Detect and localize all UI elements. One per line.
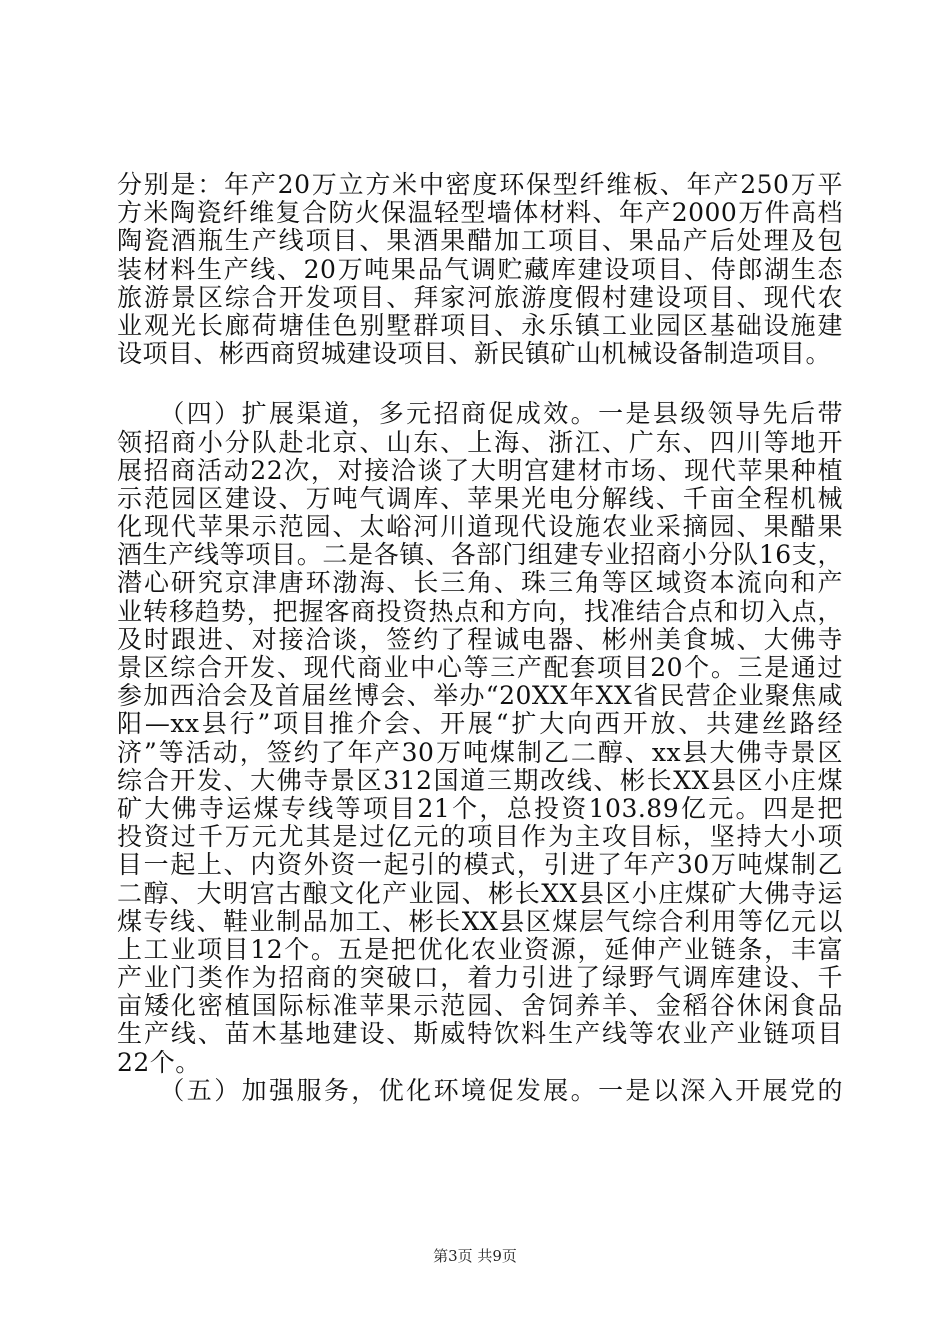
text-line: 综合开发、大佛寺景区312国道三期改线、彬长XX县区小庄煤 — [117, 765, 843, 795]
document-body — [117, 171, 843, 1105]
text-line: 景区综合开发、现代商业中心等三产配套项目20个。三是通过 — [117, 653, 843, 682]
paragraph-spacer — [117, 368, 843, 400]
paragraph-section-five — [117, 1077, 843, 1105]
text-line: 业转移趋势，把握客商投资热点和方向，找准结合点和切入点， — [117, 596, 843, 626]
text-line: 装材料生产线、20万吨果品气调贮藏库建设项目、侍郎湖生态 — [117, 254, 843, 284]
text-line: 亩矮化密植国际标准苹果示范园、舍饲养羊、金稻谷休闲食品 — [117, 991, 843, 1021]
paragraph-section-four — [117, 400, 843, 1077]
text-line: 方米陶瓷纤维复合防火保温轻型墙体材料、年产2000万件高档 — [117, 198, 843, 228]
text-line: 产业门类作为招商的突破口，着力引进了绿野气调库建设、千 — [117, 963, 843, 993]
text-line: 设项目、彬西商贸城建设项目、新民镇矿山机械设备制造项目。 — [117, 339, 832, 369]
text-line: （五）加强服务，优化环境促发展。一是以深入开展党的 — [117, 1075, 843, 1105]
text-line: 上工业项目12个。五是把优化农业资源，延伸产业链条，丰富 — [117, 934, 843, 964]
text-line: 潜心研究京津唐环渤海、长三角、珠三角等区域资本流向和产 — [117, 568, 843, 598]
text-line: 二醇、大明宫古酿文化产业园、彬长XX县区小庄煤矿大佛寺运 — [117, 878, 843, 908]
text-line: 展招商活动22次，对接洽谈了大明宫建材市场、现代苹果种植 — [117, 455, 843, 485]
text-line: 参加西洽会及首届丝博会、举办“20XX年XX省民营企业聚焦咸 — [117, 681, 843, 711]
text-line: 示范园区建设、万吨气调库、苹果光电分解线、千亩全程机械 — [117, 483, 843, 513]
paragraph-project-list — [117, 171, 843, 368]
text-line: 目一起上、内资外资一起引的模式，引进了年产30万吨煤制乙 — [117, 850, 843, 880]
text-line: 投资过千万元尤其是过亿元的项目作为主攻目标，坚持大小项 — [117, 822, 843, 852]
text-line: 化现代苹果示范园、太峪河川道现代设施农业采摘园、果醋果 — [117, 512, 843, 542]
text-line: 领招商小分队赴北京、山东、上海、浙江、广东、四川等地开 — [117, 427, 843, 457]
page-number-footer: 第3页 共9页 — [433, 1247, 517, 1265]
text-line: 陶瓷酒瓶生产线项目、果酒果醋加工项目、果品产后处理及包 — [117, 226, 843, 256]
text-line: 阳—xx县行”项目推介会、开展“扩大向西开放、共建丝路经 — [117, 709, 843, 739]
text-line: 济”等活动，签约了年产30万吨煤制乙二醇、xx县大佛寺景区 — [117, 737, 843, 767]
text-line: 煤专线、鞋业制品加工、彬长XX县区煤层气综合利用等亿元以 — [117, 906, 843, 936]
text-line: 及时跟进、对接洽谈，签约了程诚电器、彬州美食城、大佛寺 — [117, 624, 843, 654]
text-line: 矿大佛寺运煤专线等项目21个，总投资103.89亿元。四是把 — [117, 793, 843, 823]
text-line: 旅游景区综合开发项目、拜家河旅游度假村建设项目、现代农 — [117, 282, 843, 312]
text-line: 生产线、苗木基地建设、斯威特饮料生产线等农业产业链项目 — [117, 1019, 843, 1049]
text-line: 22个。 — [117, 1047, 201, 1077]
text-line: （四）扩展渠道，多元招商促成效。一是县级领导先后带 — [117, 399, 843, 429]
text-line: 业观光长廊荷塘佳色别墅群项目、永乐镇工业园区基础设施建 — [117, 310, 843, 340]
text-line: 酒生产线等项目。二是各镇、各部门组建专业招商小分队16支， — [117, 540, 843, 570]
text-line: 分别是：年产20万立方米中密度环保型纤维板、年产250万平 — [117, 170, 843, 199]
